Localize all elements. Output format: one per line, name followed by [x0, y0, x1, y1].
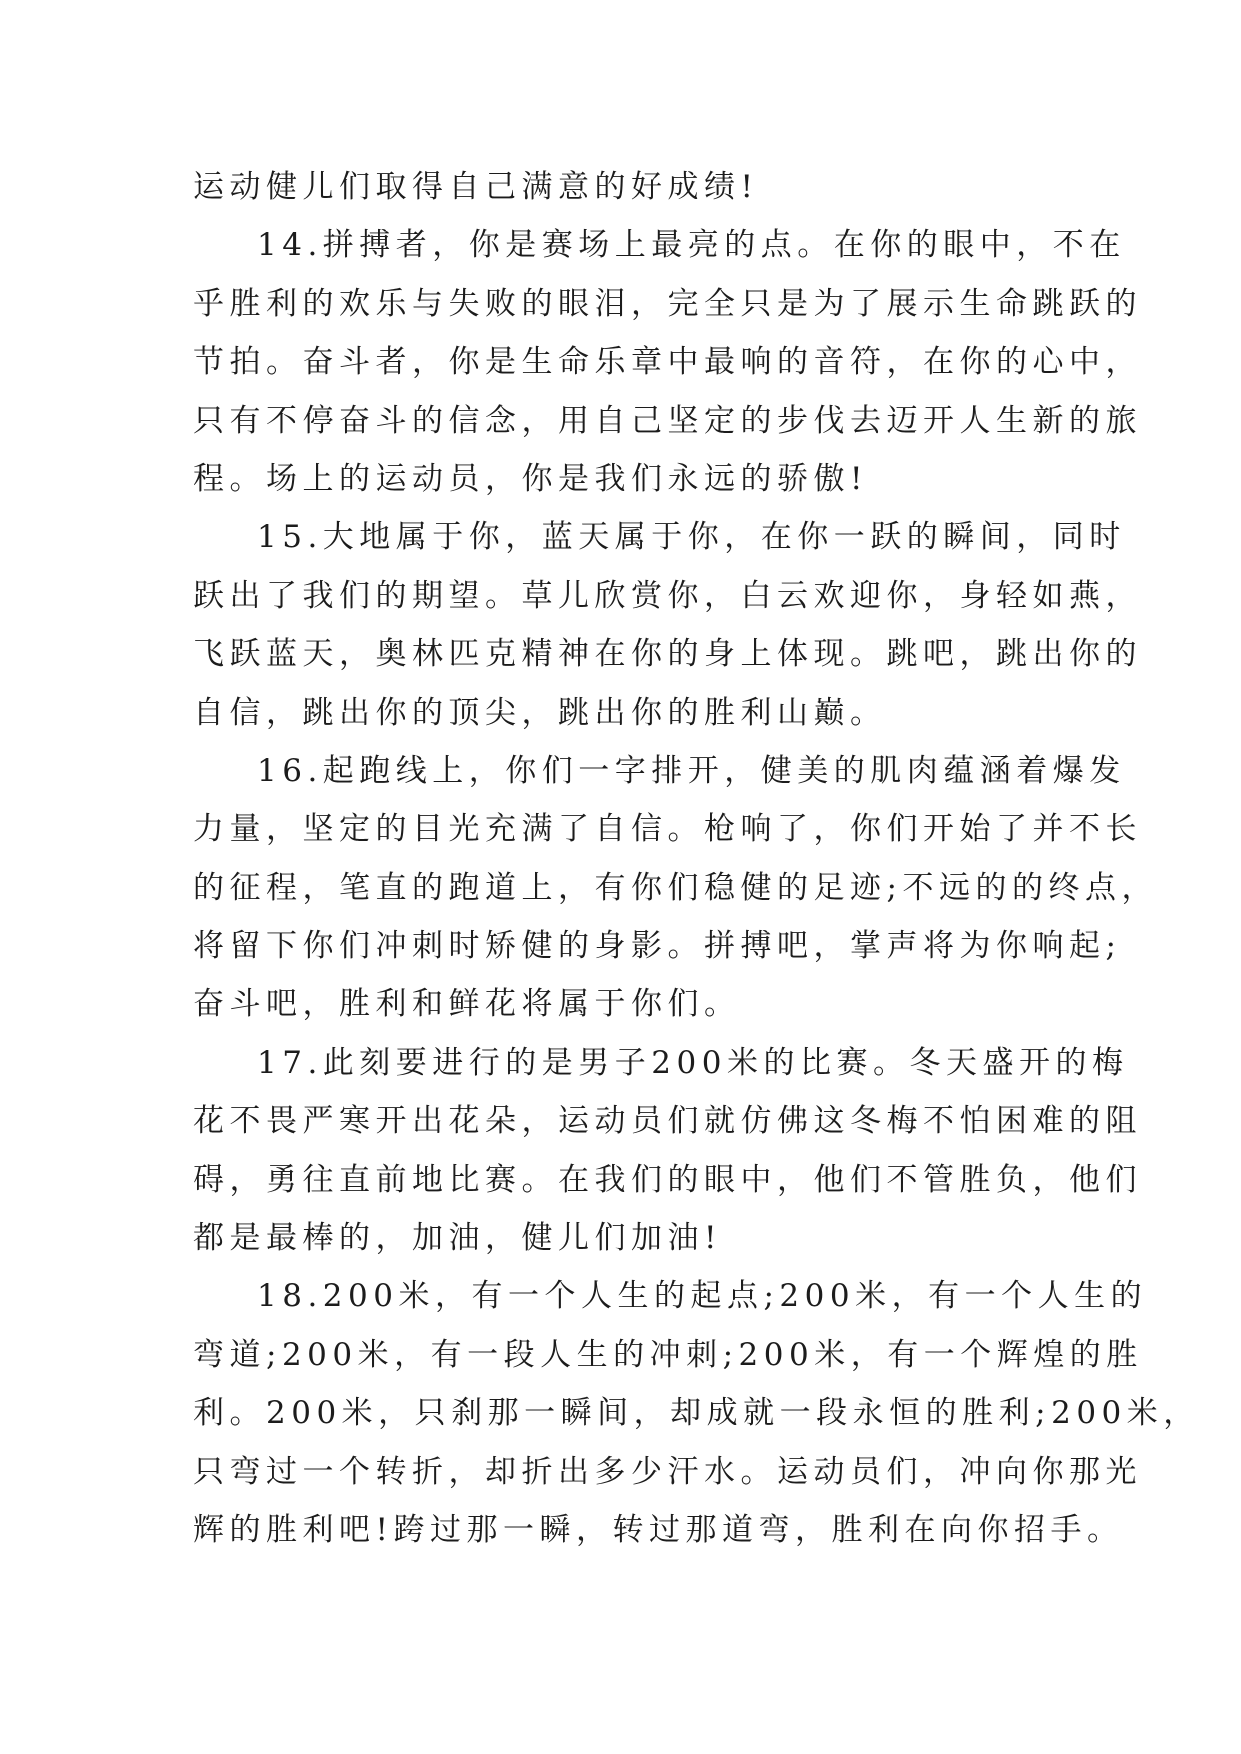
text-line: 程。场上的运动员，你是我们永远的骄傲!: [193, 460, 868, 497]
paragraph-15-start: 15.大地属于你，蓝天属于你，在你一跃的瞬间，同时: [257, 519, 1126, 556]
text-line: 自信，跳出你的顶尖，跳出你的胜利山巅。: [193, 694, 887, 731]
text-line: 只有不停奋斗的信念，用自己坚定的步伐去迈开人生新的旅: [193, 402, 1142, 439]
paragraph-17-start: 17.此刻要进行的是男子200米的比赛。冬天盛开的梅: [257, 1044, 1129, 1081]
paragraph-16-start: 16.起跑线上，你们一字排开，健美的肌肉蕴涵着爆发: [257, 752, 1126, 789]
paragraph-18-start: 18.200米，有一个人生的起点;200米，有一个人生的: [257, 1278, 1148, 1315]
text-line: 弯道;200米，有一段人生的冲刺;200米，有一个辉煌的胜: [193, 1336, 1143, 1373]
text-line: 花不畏严寒开出花朵，运动员们就仿佛这冬梅不怕困难的阻: [193, 1103, 1142, 1140]
document-body: [193, 158, 1200, 1559]
text-line: 飞跃蓝天，奥林匹克精神在你的身上体现。跳吧，跳出你的: [193, 636, 1142, 673]
text-line: 将留下你们冲刺时矫健的身影。拼搏吧，掌声将为你响起;: [193, 928, 1122, 965]
text-line: 辉的胜利吧!跨过那一瞬，转过那道弯，胜利在向你招手。: [193, 1511, 1124, 1548]
text-line: 乎胜利的欢乐与失败的眼泪，完全只是为了展示生命跳跃的: [193, 285, 1142, 322]
text-line: 运动健儿们取得自己满意的好成绩!: [193, 169, 759, 205]
text-line: 利。200米，只刹那一瞬间，却成就一段永恒的胜利;200米，: [193, 1395, 1200, 1432]
text-line: 力量，坚定的目光充满了自信。枪响了，你们开始了并不长: [193, 811, 1142, 848]
paragraph-14-start: 14.拼搏者，你是赛场上最亮的点。在你的眼中，不在: [257, 227, 1126, 264]
text-line: 只弯过一个转折，却折出多少汗水。运动员们，冲向你那光: [193, 1453, 1142, 1490]
text-line: 碍，勇往直前地比赛。在我们的眼中，他们不管胜负，他们: [193, 1161, 1142, 1198]
text-line: 奋斗吧，胜利和鲜花将属于你们。: [193, 986, 741, 1023]
text-line: 节拍。奋斗者，你是生命乐章中最响的音符，在你的心中，: [193, 344, 1142, 381]
text-line: 都是最棒的，加油，健儿们加油!: [193, 1220, 722, 1257]
text-line: 跃出了我们的期望。草儿欣赏你，白云欢迎你，身轻如燕，: [193, 577, 1142, 614]
text-line: 的征程，笔直的跑道上，有你们稳健的足迹;不远的的终点，: [193, 869, 1158, 906]
